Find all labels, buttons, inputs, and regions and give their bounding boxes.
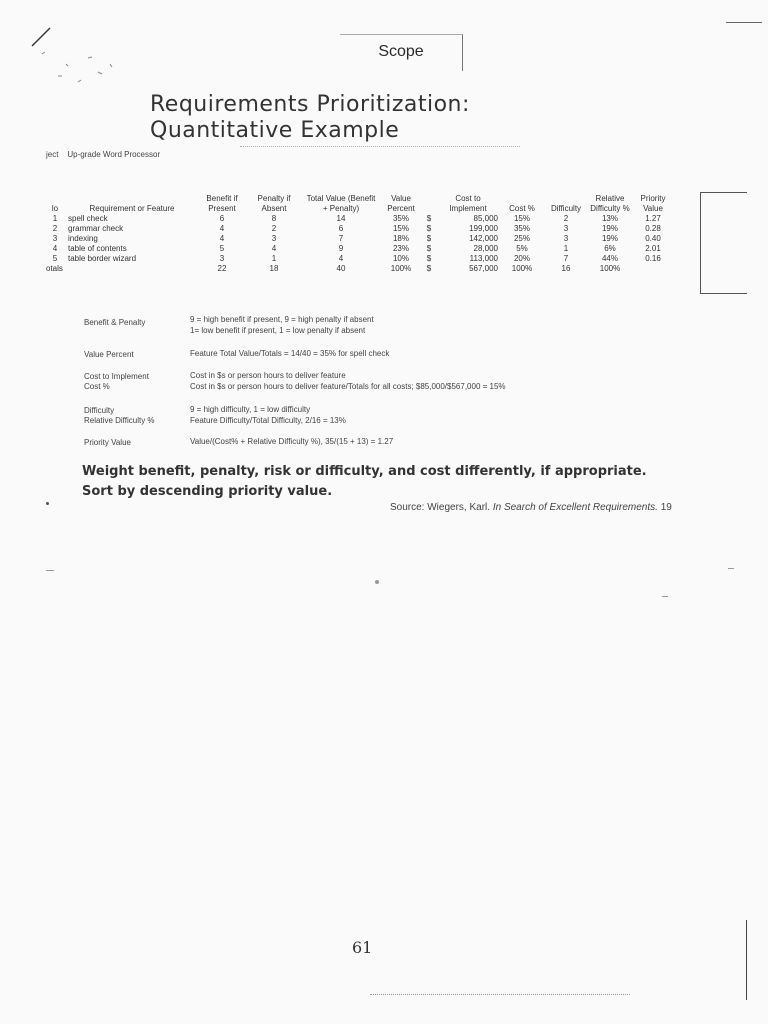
- cell-cost: 199,000: [469, 224, 498, 233]
- cell-total: 7: [338, 234, 344, 243]
- cell-value-pct: 18%: [392, 234, 409, 243]
- cell-no: 2: [52, 224, 58, 233]
- cell-total: 40: [336, 264, 346, 273]
- def-text-relative-difficulty: Feature Difficulty/Total Difficulty, 2/16 = 13%: [190, 416, 346, 425]
- cell-benefit: 4: [219, 224, 225, 233]
- col-currency: [422, 194, 436, 214]
- cell-value-pct: 10%: [392, 254, 409, 263]
- col-total: Total Value (Benefit + Penalty): [306, 194, 376, 213]
- cell-currency: $: [426, 244, 432, 253]
- cell-cost-pct: 20%: [513, 254, 530, 263]
- cell-total: 14: [336, 214, 346, 223]
- right-edge-line: [746, 920, 747, 1000]
- cell-totals-label: otals: [46, 264, 63, 273]
- cell-penalty: 3: [271, 234, 277, 243]
- emphasis-line-2: Sort by descending priority value.: [82, 484, 333, 499]
- col-benefit: Benefit if Present: [206, 194, 238, 213]
- cell-rel-difficulty: 13%: [601, 214, 618, 223]
- prioritization-table: [44, 194, 674, 274]
- cell-cost: 85,000: [473, 214, 498, 223]
- cell-total: 6: [338, 224, 344, 233]
- cell-value-pct: 15%: [392, 224, 409, 233]
- top-right-line: [726, 22, 762, 23]
- def-term-cost-to-implement: Cost to Implement: [84, 372, 149, 381]
- priority-column-bracket: [700, 192, 747, 294]
- cell-benefit: 6: [219, 214, 225, 223]
- cell-difficulty: 16: [561, 264, 571, 273]
- cell-penalty: 2: [271, 224, 277, 233]
- col-feature: Requirement or Feature: [89, 204, 175, 213]
- cell-total: 4: [338, 254, 344, 263]
- col-cost: Cost to Implement: [449, 194, 487, 213]
- def-text-benefit-penalty-1: 9 = high benefit if present, 9 = high penalty if absent: [190, 315, 374, 324]
- cell-cost-pct: 15%: [513, 214, 530, 223]
- cell-cost: 142,000: [469, 234, 498, 243]
- def-term-benefit-penalty: Benefit & Penalty: [84, 318, 146, 327]
- cell-rel-difficulty: 100%: [599, 264, 621, 273]
- col-cost-pct: Cost %: [509, 204, 535, 213]
- cell-feature: indexing: [68, 234, 98, 243]
- cell-priority: 0.16: [645, 254, 661, 263]
- table-header-row: [44, 194, 674, 214]
- table-row: [44, 254, 674, 264]
- cell-currency: $: [426, 254, 432, 263]
- cell-no: 3: [52, 234, 58, 243]
- col-penalty: Penalty if Absent: [257, 194, 291, 213]
- def-text-cost-to-implement: Cost in $s or person hours to deliver feature: [190, 371, 346, 380]
- scan-speck: [662, 596, 668, 597]
- cell-difficulty: 3: [563, 224, 569, 233]
- cell-no: 5: [52, 254, 58, 263]
- cell-empty: [66, 264, 198, 274]
- cell-empty: [632, 264, 674, 274]
- source-citation: [390, 502, 672, 513]
- def-term-difficulty: Difficulty: [84, 406, 115, 415]
- scan-speck: [375, 580, 379, 584]
- def-term-priority-value: Priority Value: [84, 438, 131, 447]
- cell-cost: 28,000: [473, 244, 498, 253]
- cell-cost-pct: 5%: [516, 244, 528, 253]
- col-no: lo: [51, 204, 59, 213]
- page-number: 61: [352, 938, 373, 957]
- cell-benefit: 22: [217, 264, 227, 273]
- cell-no: 4: [52, 244, 58, 253]
- scan-speck: [728, 568, 734, 569]
- cell-difficulty: 3: [563, 234, 569, 243]
- col-value-pct: Value Percent: [387, 194, 415, 213]
- cell-feature: grammar check: [68, 224, 124, 233]
- source-prefix: Source: Wiegers, Karl.: [390, 502, 491, 513]
- cell-benefit: 4: [219, 234, 225, 243]
- table-row: [44, 224, 674, 234]
- cell-feature: table of contents: [68, 244, 127, 253]
- cell-difficulty: 7: [563, 254, 569, 263]
- project-name: Up-grade Word Processor: [67, 150, 161, 159]
- cell-priority: 1.27: [645, 214, 661, 223]
- title-line-1: Requirements Prioritization:: [150, 92, 470, 117]
- scope-label: Scope: [378, 43, 424, 60]
- scan-speck: [46, 570, 54, 571]
- cell-penalty: 18: [269, 264, 279, 273]
- col-difficulty: Difficulty: [550, 204, 582, 213]
- title-line-2: Quantitative Example: [150, 118, 400, 143]
- def-text-difficulty: 9 = high difficulty, 1 = low difficulty: [190, 405, 311, 414]
- cell-value-pct: 23%: [392, 244, 409, 253]
- cell-feature: table border wizard: [68, 254, 137, 263]
- cell-difficulty: 2: [563, 214, 569, 223]
- cell-currency: $: [426, 264, 432, 273]
- cell-cost: 567,000: [469, 264, 498, 273]
- bottom-dotted-line: [370, 994, 630, 996]
- table-row: [44, 214, 674, 224]
- totals-row: [44, 264, 674, 274]
- cell-difficulty: 1: [563, 244, 569, 253]
- def-term-value-percent: Value Percent: [84, 350, 134, 359]
- project-label: ject: [46, 150, 59, 159]
- emphasis-line-1: Weight benefit, penalty, risk or difficulty, and cost differently, if appropriate.: [82, 464, 647, 479]
- cell-value-pct: 100%: [390, 264, 412, 273]
- cell-currency: $: [426, 234, 432, 243]
- cell-currency: $: [426, 214, 432, 223]
- def-term-cost-pct: Cost %: [84, 382, 110, 391]
- cell-cost: 113,000: [469, 254, 498, 263]
- cell-benefit: 3: [219, 254, 225, 263]
- scope-box: [340, 34, 463, 71]
- cell-penalty: 1: [271, 254, 277, 263]
- cell-rel-difficulty: 19%: [601, 234, 618, 243]
- col-rel-difficulty: Relative Difficulty %: [590, 194, 630, 213]
- cell-cost-pct: 35%: [513, 224, 530, 233]
- cell-priority: 0.28: [645, 224, 661, 233]
- cell-cost-pct: 100%: [511, 264, 533, 273]
- pen-scribble-mark: [28, 24, 138, 94]
- table-row: [44, 244, 674, 254]
- cell-currency: $: [426, 224, 432, 233]
- cell-priority: 2.01: [645, 244, 661, 253]
- cell-cost-pct: 25%: [513, 234, 530, 243]
- cell-benefit: 5: [219, 244, 225, 253]
- def-term-relative-difficulty: Relative Difficulty %: [84, 416, 155, 425]
- def-text-cost-pct: Cost in $s or person hours to deliver feature/Totals for all costs; $85,000/$567,000 = 15%: [190, 382, 506, 391]
- bullet-dot: [46, 502, 49, 505]
- def-text-benefit-penalty-2: 1= low benefit if present, 1 = low penalty if absent: [190, 326, 366, 335]
- title-underline-dots: [240, 146, 520, 148]
- cell-priority: 0.40: [645, 234, 661, 243]
- cell-penalty: 4: [271, 244, 277, 253]
- def-text-value-percent: Feature Total Value/Totals = 14/40 = 35% for spell check: [190, 349, 390, 358]
- def-text-priority-value: Value/(Cost% + Relative Difficulty %), 35/(15 + 13) = 1.27: [190, 437, 394, 446]
- page-title: [150, 92, 470, 144]
- cell-rel-difficulty: 6%: [604, 244, 616, 253]
- cell-feature: spell check: [68, 214, 108, 223]
- col-priority: Priority Value: [640, 194, 666, 213]
- cell-penalty: 8: [271, 214, 277, 223]
- source-title: In Search of Excellent Requirements.: [492, 502, 658, 513]
- cell-no: 1: [52, 214, 58, 223]
- cell-value-pct: 35%: [392, 214, 409, 223]
- source-year: 19: [660, 502, 672, 513]
- cell-rel-difficulty: 44%: [601, 254, 618, 263]
- project-line: [46, 150, 160, 159]
- cell-rel-difficulty: 19%: [601, 224, 618, 233]
- table-row: [44, 234, 674, 244]
- cell-total: 9: [338, 244, 344, 253]
